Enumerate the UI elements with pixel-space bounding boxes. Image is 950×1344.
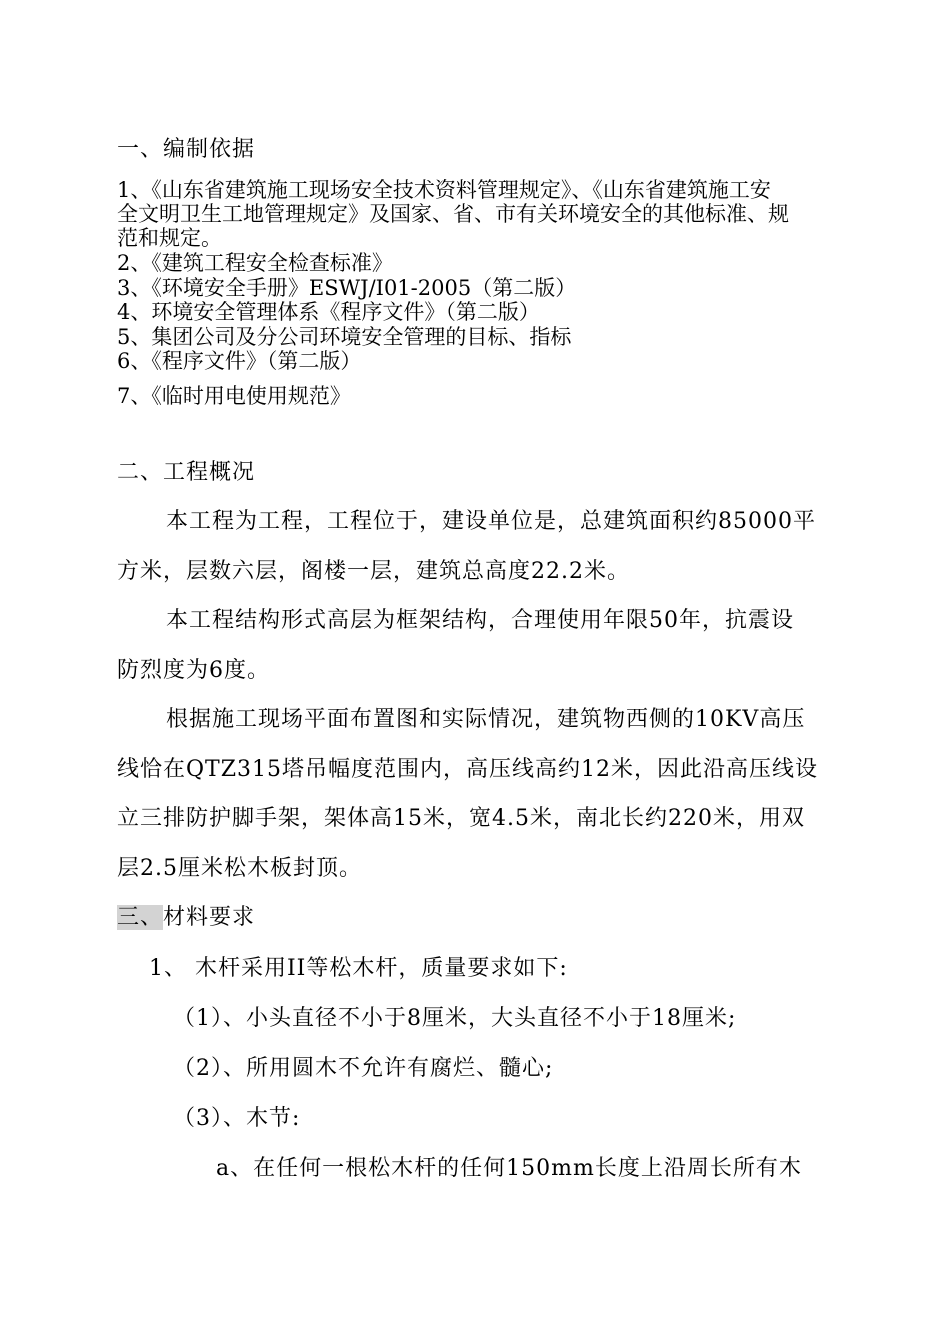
basis-item-5: 5、集团公司及分公司环境安全管理的目标、指标 [117,325,572,349]
material-item-1: 1、 木杆采用II等松木杆，质量要求如下: [149,956,568,981]
overview-line-3: 本工程结构形式高层为框架结构，合理使用年限50年，抗震设 [166,608,794,633]
basis-item-4: 4、环境安全管理体系《程序文件》（第二版） [117,300,540,324]
overview-line-4: 防烈度为6度。 [117,658,270,683]
basis-item-1-line-1: 1、《山东省建筑施工现场安全技术资料管理规定》、《山东省建筑施工安 [117,178,771,202]
basis-item-3: 3、《环境安全手册》ESWJ/I01-2005（第二版） [117,276,577,300]
basis-item-7: 7、《临时用电使用规范》 [117,384,351,408]
overview-line-7: 立三排防护脚手架，架体高15米，宽4.5米，南北长约220米，用双 [117,806,805,831]
material-subitem-1: （1）、小头直径不小于8厘米，大头直径不小于18厘米; [173,1006,737,1031]
basis-item-1-line-3: 范和规定。 [117,226,222,250]
section-3-heading [117,904,255,932]
overview-line-1: 本工程为工程，工程位于，建设单位是，总建筑面积约85000平 [166,509,816,534]
section-3-heading-text: 材料要求 [163,905,256,930]
material-subitem-3-a: a、在任何一根松木杆的任何150mm长度上沿周长所有木 [216,1156,802,1181]
material-subitem-2: （2）、所用圆木不允许有腐烂、髓心; [173,1056,554,1081]
overview-line-8: 层2.5厘米松木板封顶。 [117,856,362,881]
section-1-heading: 一、编制依据 [117,137,256,162]
material-subitem-3: （3）、木节: [173,1106,301,1131]
basis-item-1-line-2: 全文明卫生工地管理规定》及国家、省、市有关环境安全的其他标准、规 [117,202,789,226]
section-2-heading: 二、工程概况 [117,460,256,485]
section-3-heading-number: 三、 [117,905,164,930]
overview-line-6: 线恰在QTZ315塔吊幅度范围内，高压线高约12米，因此沿高压线设 [117,757,818,782]
overview-line-2: 方米，层数六层，阁楼一层，建筑总高度22.2米。 [117,559,630,584]
basis-item-6: 6、《程序文件》（第二版） [117,349,362,373]
overview-line-5: 根据施工现场平面布置图和实际情况，建筑物西侧的10KV高压 [166,707,806,732]
basis-item-2: 2、《建筑工程安全检查标准》 [117,251,393,275]
